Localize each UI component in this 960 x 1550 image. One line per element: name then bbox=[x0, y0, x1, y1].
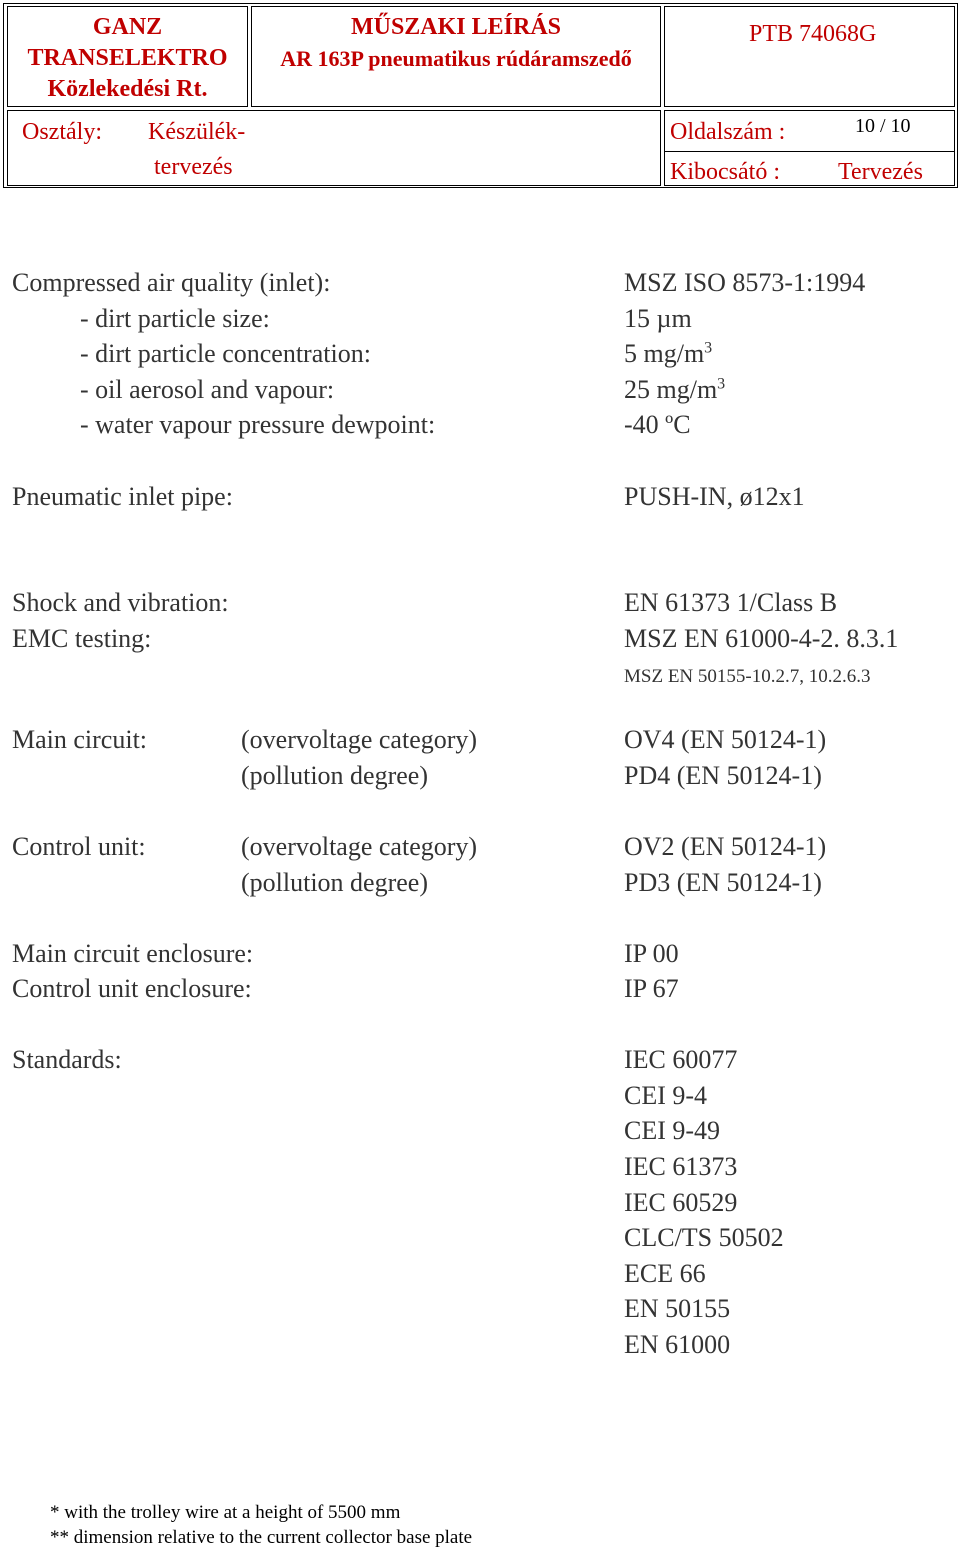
air-item-value: 5 $mg/m^3$ bbox=[624, 339, 713, 368]
emc-label: EMC testing: bbox=[12, 624, 152, 653]
control-enclosure-label: Control unit enclosure: bbox=[12, 974, 252, 1003]
standard-item: CEI 9-4 bbox=[624, 1081, 708, 1110]
air-item-label: - dirt particle size: bbox=[80, 304, 270, 333]
main-circuit-label: Main circuit: bbox=[12, 725, 148, 754]
standards-label: Standards: bbox=[12, 1045, 122, 1074]
page-number-label: Oldalszám : bbox=[670, 119, 786, 145]
overvoltage-label: (overvoltage category) bbox=[241, 832, 478, 861]
pollution-value: PD3 (EN 50124-1) bbox=[624, 868, 822, 897]
overvoltage-label: (overvoltage category) bbox=[241, 725, 478, 754]
department-cell bbox=[7, 110, 661, 186]
pollution-label: (pollution degree) bbox=[241, 868, 428, 897]
main-enclosure-value: IP 00 bbox=[624, 939, 679, 968]
main-enclosure-label: Main circuit enclosure: bbox=[12, 939, 254, 968]
shock-value: EN 61373 1/Class B bbox=[624, 588, 838, 617]
department-value-continued: tervezés bbox=[154, 154, 233, 180]
air-item-value: 15 µm bbox=[624, 304, 692, 333]
document-subject: AR 163P pneumatikus rúdáramszedő bbox=[280, 46, 632, 71]
standard-item: IEC 60529 bbox=[624, 1188, 738, 1217]
department-label: Osztály: bbox=[22, 119, 102, 145]
footnote: * with the trolley wire at a height of 5500 mm bbox=[50, 1502, 401, 1523]
standard-item: CLC/TS 50502 bbox=[624, 1223, 784, 1252]
overvoltage-value: OV2 (EN 50124-1) bbox=[624, 832, 827, 861]
company-name-line-3: Közlekedési Rt. bbox=[47, 76, 208, 102]
pollution-label: (pollution degree) bbox=[241, 761, 428, 790]
page-number: 10 / 10 bbox=[855, 115, 911, 137]
document-number: PTB 74068G bbox=[749, 21, 877, 47]
air-item-value: 25 $mg/m^3$ bbox=[624, 375, 726, 404]
air-item-value: -40 ºC bbox=[624, 410, 691, 439]
company-name-line-2: TRANSELEKTRO bbox=[27, 45, 228, 71]
department-value: Készülék- bbox=[148, 119, 246, 145]
emc-value: MSZ EN 61000-4-2. 8.3.1 bbox=[624, 624, 899, 653]
air-item-label: - water vapour pressure dewpoint: bbox=[80, 410, 436, 439]
issuer-value: Tervezés bbox=[838, 159, 923, 185]
overvoltage-value: OV4 (EN 50124-1) bbox=[624, 725, 827, 754]
shock-label: Shock and vibration: bbox=[12, 588, 229, 617]
document-number-cell bbox=[664, 6, 955, 107]
air-quality-standard: MSZ ISO 8573-1:1994 bbox=[624, 268, 866, 297]
pipe-value: PUSH-IN, ø12x1 bbox=[624, 482, 805, 511]
air-quality-label: Compressed air quality (inlet): bbox=[12, 268, 331, 297]
pollution-value: PD4 (EN 50124-1) bbox=[624, 761, 822, 790]
standard-item: ECE 66 bbox=[624, 1259, 706, 1288]
footnote: ** dimension relative to the current collector base plate bbox=[50, 1527, 473, 1548]
document-title-cell bbox=[251, 6, 661, 107]
standard-item: IEC 60077 bbox=[624, 1045, 738, 1074]
page-info-divider bbox=[665, 151, 954, 152]
control-enclosure-value: IP 67 bbox=[624, 974, 679, 1003]
emc-value-2: MSZ EN 50155-10.2.7, 10.2.6.3 bbox=[624, 666, 871, 687]
air-item-label: - oil aerosol and vapour: bbox=[80, 375, 335, 404]
standard-item: CEI 9-49 bbox=[624, 1116, 721, 1145]
air-item-label: - dirt particle concentration: bbox=[80, 339, 371, 368]
issuer-label: Kibocsátó : bbox=[670, 159, 780, 185]
page-info-cell bbox=[664, 110, 955, 186]
company-cell bbox=[7, 6, 248, 107]
company-name-line-1: GANZ bbox=[92, 14, 163, 40]
document-type: MŰSZAKI LEÍRÁS bbox=[350, 14, 562, 40]
standard-item: EN 50155 bbox=[624, 1294, 731, 1323]
standard-item: IEC 61373 bbox=[624, 1152, 738, 1181]
control-unit-label: Control unit: bbox=[12, 832, 146, 861]
pipe-label: Pneumatic inlet pipe: bbox=[12, 482, 233, 511]
standard-item: EN 61000 bbox=[624, 1330, 731, 1359]
